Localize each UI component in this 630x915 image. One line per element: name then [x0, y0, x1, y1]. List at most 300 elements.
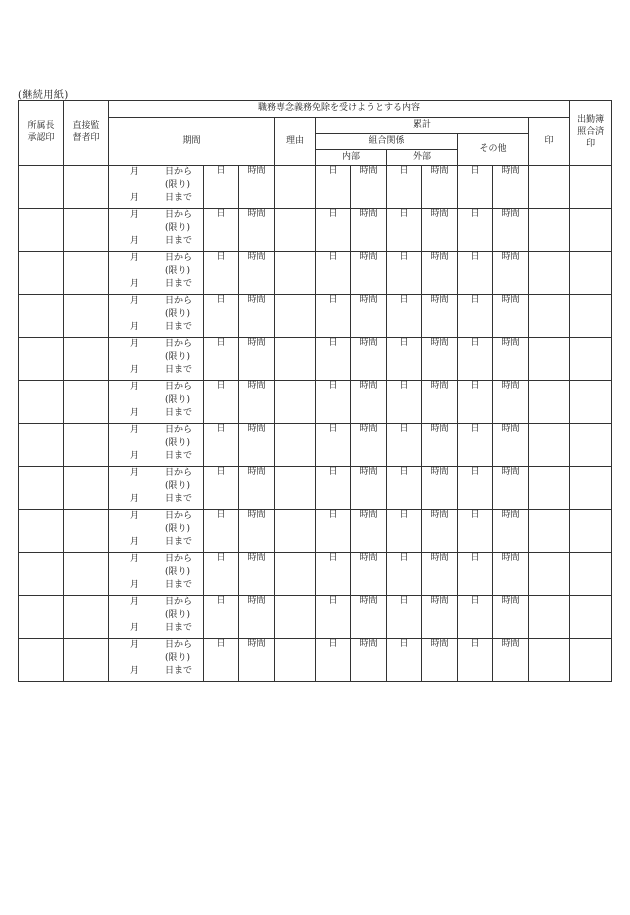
day-label: 日: [470, 510, 480, 520]
internal-hours-cell[interactable]: [351, 510, 387, 553]
external-day-cell[interactable]: [387, 166, 422, 209]
day-label: 日: [328, 209, 338, 219]
day-label: 日まで: [165, 407, 193, 418]
day-label: 日: [399, 424, 409, 434]
external-day-cell[interactable]: [387, 424, 422, 467]
approver-seal-cell[interactable]: [19, 252, 64, 295]
hours-label: 時間: [430, 166, 449, 176]
day-label: 日: [216, 553, 226, 563]
day-label: 日まで: [165, 665, 193, 676]
month-label: 月: [129, 321, 139, 332]
approver-seal-cell[interactable]: [19, 510, 64, 553]
day-label: 日まで: [165, 622, 193, 633]
period-day-cell[interactable]: [204, 639, 239, 682]
reason-cell[interactable]: [275, 338, 316, 381]
attendance-check-cell[interactable]: [570, 209, 612, 252]
month-label: 月: [129, 536, 139, 547]
day-label: 日: [328, 295, 338, 305]
internal-day-cell[interactable]: [316, 424, 351, 467]
approver-seal-cell[interactable]: [19, 553, 64, 596]
other-hours-cell[interactable]: [493, 166, 529, 209]
seal-cell[interactable]: [529, 553, 570, 596]
day-label: 日: [216, 510, 226, 520]
external-day-cell[interactable]: [387, 596, 422, 639]
day-label: 日から: [165, 338, 193, 349]
day-label: 日: [470, 338, 480, 348]
period-hours-cell[interactable]: [239, 424, 275, 467]
day-label: 日: [470, 209, 480, 219]
seal-cell[interactable]: [529, 424, 570, 467]
supervisor-seal-cell[interactable]: [64, 553, 109, 596]
other-day-cell[interactable]: [458, 596, 493, 639]
day-label: 日: [470, 467, 480, 477]
internal-hours-cell[interactable]: [351, 209, 387, 252]
external-hours-cell[interactable]: [422, 209, 458, 252]
hours-label: 時間: [430, 338, 449, 348]
hours-label: 時間: [247, 596, 266, 606]
attendance-check-cell[interactable]: [570, 467, 612, 510]
internal-day-cell[interactable]: [316, 381, 351, 424]
attendance-check-cell[interactable]: [570, 381, 612, 424]
approver-seal-cell[interactable]: [19, 639, 64, 682]
form-caption: (継続用紙): [18, 90, 69, 101]
day-label: 日から: [165, 510, 193, 521]
day-label: 日: [470, 381, 480, 391]
external-day-cell[interactable]: [387, 252, 422, 295]
hours-label: 時間: [359, 209, 378, 219]
external-hours-cell[interactable]: [422, 338, 458, 381]
attendance-check-cell[interactable]: [570, 596, 612, 639]
internal-day-cell[interactable]: [316, 252, 351, 295]
reason-cell[interactable]: [275, 510, 316, 553]
attendance-check-cell[interactable]: [570, 424, 612, 467]
approver-seal-cell[interactable]: [19, 166, 64, 209]
day-label: 日: [328, 338, 338, 348]
period-day-cell[interactable]: [204, 252, 239, 295]
hours-label: 時間: [501, 209, 520, 219]
external-hours-cell[interactable]: [422, 166, 458, 209]
period-cell[interactable]: [109, 166, 204, 209]
external-day-cell[interactable]: [387, 381, 422, 424]
external-hours-cell[interactable]: [422, 295, 458, 338]
other-day-cell[interactable]: [458, 166, 493, 209]
month-label: 月: [129, 407, 139, 418]
supervisor-seal-cell[interactable]: [64, 209, 109, 252]
internal-hours-cell[interactable]: [351, 467, 387, 510]
hours-label: 時間: [430, 596, 449, 606]
seal-cell[interactable]: [529, 166, 570, 209]
supervisor-seal-cell[interactable]: [64, 596, 109, 639]
form-row: [19, 338, 612, 381]
day-label: (限り): [165, 222, 191, 233]
day-label: 日: [328, 467, 338, 477]
period-cell[interactable]: [109, 209, 204, 252]
hours-label: 時間: [247, 467, 266, 477]
period-hours-cell[interactable]: [239, 295, 275, 338]
internal-day-cell[interactable]: [316, 338, 351, 381]
hours-label: 時間: [359, 553, 378, 563]
approver-seal-cell[interactable]: [19, 338, 64, 381]
internal-hours-cell[interactable]: [351, 596, 387, 639]
attendance-check-cell[interactable]: [570, 252, 612, 295]
day-label: 日から: [165, 553, 193, 564]
period-hours-cell[interactable]: [239, 553, 275, 596]
month-label: 月: [129, 665, 139, 676]
supervisor-seal-cell[interactable]: [64, 166, 109, 209]
hours-label: 時間: [359, 424, 378, 434]
external-day-cell[interactable]: [387, 209, 422, 252]
month-label: 月: [129, 381, 139, 392]
supervisor-seal-cell[interactable]: [64, 381, 109, 424]
supervisor-seal-cell[interactable]: [64, 252, 109, 295]
external-day-cell[interactable]: [387, 338, 422, 381]
hours-label: 時間: [247, 166, 266, 176]
hours-label: 時間: [359, 166, 378, 176]
other-hours-cell[interactable]: [493, 596, 529, 639]
period-hours-cell[interactable]: [239, 166, 275, 209]
other-hours-cell[interactable]: [493, 381, 529, 424]
period-cell[interactable]: [109, 553, 204, 596]
period-cell[interactable]: [109, 252, 204, 295]
month-label: 月: [129, 338, 139, 349]
seal-cell[interactable]: [529, 639, 570, 682]
external-hours-cell[interactable]: [422, 467, 458, 510]
other-hours-cell[interactable]: [493, 424, 529, 467]
period-cell[interactable]: [109, 467, 204, 510]
internal-hours-cell[interactable]: [351, 553, 387, 596]
hours-label: 時間: [430, 209, 449, 219]
day-label: 日: [399, 381, 409, 391]
day-label: 日まで: [165, 235, 193, 246]
external-hours-cell[interactable]: [422, 424, 458, 467]
approver-seal-cell[interactable]: [19, 467, 64, 510]
external-hours-cell[interactable]: [422, 596, 458, 639]
external-day-cell[interactable]: [387, 553, 422, 596]
period-day-cell[interactable]: [204, 209, 239, 252]
seal-cell[interactable]: [529, 338, 570, 381]
hours-label: 時間: [501, 381, 520, 391]
reason-cell[interactable]: [275, 424, 316, 467]
month-label: 月: [129, 364, 139, 375]
attendance-check-cell[interactable]: [570, 338, 612, 381]
period-header: 期間: [109, 118, 275, 166]
period-day-cell[interactable]: [204, 295, 239, 338]
day-label: (限り): [165, 566, 191, 577]
period-hours-cell[interactable]: [239, 338, 275, 381]
internal-hours-cell[interactable]: [351, 338, 387, 381]
form-row: [19, 252, 612, 295]
day-label: 日まで: [165, 579, 193, 590]
internal-hours-cell[interactable]: [351, 424, 387, 467]
supervisor-seal-header: 直接監 督者印: [64, 101, 109, 166]
period-hours-cell[interactable]: [239, 252, 275, 295]
cumulative-header: 累計: [316, 118, 529, 134]
other-day-cell[interactable]: [458, 338, 493, 381]
reason-cell[interactable]: [275, 295, 316, 338]
supervisor-seal-cell[interactable]: [64, 295, 109, 338]
approver-seal-cell[interactable]: [19, 596, 64, 639]
approver-seal-cell[interactable]: [19, 295, 64, 338]
period-cell[interactable]: [109, 338, 204, 381]
hours-label: 時間: [501, 252, 520, 262]
day-label: 日から: [165, 381, 193, 392]
reason-cell[interactable]: [275, 553, 316, 596]
seal-cell[interactable]: [529, 295, 570, 338]
hours-label: 時間: [430, 295, 449, 305]
internal-hours-cell[interactable]: [351, 252, 387, 295]
period-hours-cell[interactable]: [239, 467, 275, 510]
period-day-cell[interactable]: [204, 381, 239, 424]
day-label: 日: [328, 252, 338, 262]
seal-cell[interactable]: [529, 209, 570, 252]
period-day-cell[interactable]: [204, 510, 239, 553]
day-label: (限り): [165, 480, 191, 491]
day-label: 日: [328, 639, 338, 649]
period-day-cell[interactable]: [204, 166, 239, 209]
form-row: [19, 639, 612, 682]
approver-seal-header: 所属長 承認印: [19, 101, 64, 166]
seal-cell[interactable]: [529, 252, 570, 295]
hours-label: 時間: [501, 553, 520, 563]
internal-day-cell[interactable]: [316, 467, 351, 510]
day-label: (限り): [165, 609, 191, 620]
day-label: 日: [216, 338, 226, 348]
internal-day-cell[interactable]: [316, 639, 351, 682]
hours-label: 時間: [247, 424, 266, 434]
other-hours-cell[interactable]: [493, 209, 529, 252]
period-day-cell[interactable]: [204, 553, 239, 596]
day-label: 日: [470, 424, 480, 434]
external-hours-cell[interactable]: [422, 510, 458, 553]
other-day-cell[interactable]: [458, 295, 493, 338]
month-label: 月: [129, 450, 139, 461]
other-hours-cell[interactable]: [493, 338, 529, 381]
attendance-check-cell[interactable]: [570, 639, 612, 682]
day-label: 日: [216, 639, 226, 649]
day-label: (限り): [165, 265, 191, 276]
day-label: 日まで: [165, 364, 193, 375]
supervisor-seal-cell[interactable]: [64, 424, 109, 467]
period-day-cell[interactable]: [204, 596, 239, 639]
hours-label: 時間: [359, 467, 378, 477]
month-label: 月: [129, 596, 139, 607]
internal-hours-cell[interactable]: [351, 381, 387, 424]
day-label: 日: [470, 639, 480, 649]
other-day-cell[interactable]: [458, 252, 493, 295]
hours-label: 時間: [247, 510, 266, 520]
day-label: 日: [470, 252, 480, 262]
internal-hours-cell[interactable]: [351, 295, 387, 338]
internal-header: 内部: [316, 150, 387, 166]
seal-cell[interactable]: [529, 510, 570, 553]
seal-cell[interactable]: [529, 381, 570, 424]
hours-label: 時間: [359, 596, 378, 606]
hours-label: 時間: [247, 381, 266, 391]
external-day-cell[interactable]: [387, 467, 422, 510]
day-label: 日: [399, 639, 409, 649]
hours-label: 時間: [501, 467, 520, 477]
seal-cell[interactable]: [529, 596, 570, 639]
form-row: [19, 424, 612, 467]
other-hours-cell[interactable]: [493, 252, 529, 295]
other-day-cell[interactable]: [458, 424, 493, 467]
period-day-cell[interactable]: [204, 467, 239, 510]
hours-label: 時間: [430, 424, 449, 434]
other-day-cell[interactable]: [458, 209, 493, 252]
hours-label: 時間: [430, 553, 449, 563]
day-label: 日: [216, 381, 226, 391]
period-cell[interactable]: [109, 295, 204, 338]
other-hours-cell[interactable]: [493, 295, 529, 338]
day-label: 日: [216, 209, 226, 219]
internal-day-cell[interactable]: [316, 510, 351, 553]
hours-label: 時間: [247, 252, 266, 262]
other-hours-cell[interactable]: [493, 553, 529, 596]
day-label: 日: [216, 596, 226, 606]
reason-header: 理由: [275, 118, 316, 166]
form-row: [19, 596, 612, 639]
period-cell[interactable]: [109, 510, 204, 553]
day-label: 日: [328, 596, 338, 606]
approver-seal-cell[interactable]: [19, 381, 64, 424]
day-label: (限り): [165, 437, 191, 448]
external-hours-cell[interactable]: [422, 252, 458, 295]
period-day-cell[interactable]: [204, 338, 239, 381]
period-hours-cell[interactable]: [239, 510, 275, 553]
external-day-cell[interactable]: [387, 510, 422, 553]
day-label: 日から: [165, 209, 193, 220]
supervisor-seal-cell[interactable]: [64, 639, 109, 682]
seal-cell[interactable]: [529, 467, 570, 510]
period-hours-cell[interactable]: [239, 209, 275, 252]
internal-hours-cell[interactable]: [351, 166, 387, 209]
other-day-cell[interactable]: [458, 510, 493, 553]
hours-label: 時間: [501, 596, 520, 606]
reason-cell[interactable]: [275, 381, 316, 424]
month-label: 月: [129, 493, 139, 504]
day-label: 日から: [165, 295, 193, 306]
attendance-check-cell[interactable]: [570, 295, 612, 338]
external-day-cell[interactable]: [387, 639, 422, 682]
hours-label: 時間: [501, 338, 520, 348]
period-hours-cell[interactable]: [239, 596, 275, 639]
day-label: (限り): [165, 652, 191, 663]
external-hours-cell[interactable]: [422, 381, 458, 424]
hours-label: 時間: [359, 510, 378, 520]
reason-cell[interactable]: [275, 596, 316, 639]
day-label: 日: [399, 596, 409, 606]
attendance-check-cell[interactable]: [570, 510, 612, 553]
day-label: (限り): [165, 351, 191, 362]
reason-cell[interactable]: [275, 166, 316, 209]
attendance-check-cell[interactable]: [570, 166, 612, 209]
day-label: (限り): [165, 394, 191, 405]
reason-cell[interactable]: [275, 639, 316, 682]
external-hours-cell[interactable]: [422, 553, 458, 596]
month-label: 月: [129, 278, 139, 289]
form-row: [19, 553, 612, 596]
attendance-check-header: 出勤簿 照合済 印: [570, 101, 612, 166]
internal-day-cell[interactable]: [316, 596, 351, 639]
reason-cell[interactable]: [275, 467, 316, 510]
supervisor-seal-cell[interactable]: [64, 338, 109, 381]
period-cell[interactable]: [109, 596, 204, 639]
other-day-cell[interactable]: [458, 639, 493, 682]
period-hours-cell[interactable]: [239, 639, 275, 682]
day-label: (限り): [165, 179, 191, 190]
period-cell[interactable]: [109, 639, 204, 682]
internal-day-cell[interactable]: [316, 209, 351, 252]
day-label: 日まで: [165, 321, 193, 332]
other-day-cell[interactable]: [458, 467, 493, 510]
seal-header: 印: [529, 118, 570, 166]
day-label: 日: [399, 338, 409, 348]
day-label: 日: [399, 295, 409, 305]
period-cell[interactable]: [109, 424, 204, 467]
day-label: 日から: [165, 467, 193, 478]
internal-hours-cell[interactable]: [351, 639, 387, 682]
supervisor-seal-cell[interactable]: [64, 510, 109, 553]
hours-label: 時間: [430, 639, 449, 649]
approver-seal-cell[interactable]: [19, 424, 64, 467]
form-row: [19, 295, 612, 338]
other-hours-cell[interactable]: [493, 510, 529, 553]
day-label: 日: [399, 166, 409, 176]
other-day-cell[interactable]: [458, 381, 493, 424]
other-hours-cell[interactable]: [493, 639, 529, 682]
day-label: 日: [328, 553, 338, 563]
day-label: (限り): [165, 308, 191, 319]
external-hours-cell[interactable]: [422, 639, 458, 682]
other-hours-cell[interactable]: [493, 467, 529, 510]
form-row: [19, 166, 612, 209]
day-label: 日まで: [165, 493, 193, 504]
reason-cell[interactable]: [275, 209, 316, 252]
attendance-check-cell[interactable]: [570, 553, 612, 596]
month-label: 月: [129, 553, 139, 564]
day-label: 日から: [165, 252, 193, 263]
hours-label: 時間: [359, 381, 378, 391]
day-label: 日: [328, 510, 338, 520]
day-label: 日: [328, 424, 338, 434]
internal-day-cell[interactable]: [316, 553, 351, 596]
period-cell[interactable]: [109, 381, 204, 424]
day-label: 日まで: [165, 278, 193, 289]
hours-label: 時間: [247, 553, 266, 563]
approver-seal-cell[interactable]: [19, 209, 64, 252]
day-label: 日: [470, 553, 480, 563]
hours-label: 時間: [501, 639, 520, 649]
month-label: 月: [129, 510, 139, 521]
month-label: 月: [129, 467, 139, 478]
day-label: 日: [399, 553, 409, 563]
reason-cell[interactable]: [275, 252, 316, 295]
hours-label: 時間: [359, 295, 378, 305]
external-day-cell[interactable]: [387, 295, 422, 338]
supervisor-seal-cell[interactable]: [64, 467, 109, 510]
internal-day-cell[interactable]: [316, 295, 351, 338]
period-hours-cell[interactable]: [239, 381, 275, 424]
day-label: 日: [470, 295, 480, 305]
internal-day-cell[interactable]: [316, 166, 351, 209]
day-label: 日: [216, 295, 226, 305]
day-label: 日: [399, 510, 409, 520]
hours-label: 時間: [247, 295, 266, 305]
period-day-cell[interactable]: [204, 424, 239, 467]
month-label: 月: [129, 252, 139, 263]
hours-label: 時間: [501, 295, 520, 305]
other-day-cell[interactable]: [458, 553, 493, 596]
